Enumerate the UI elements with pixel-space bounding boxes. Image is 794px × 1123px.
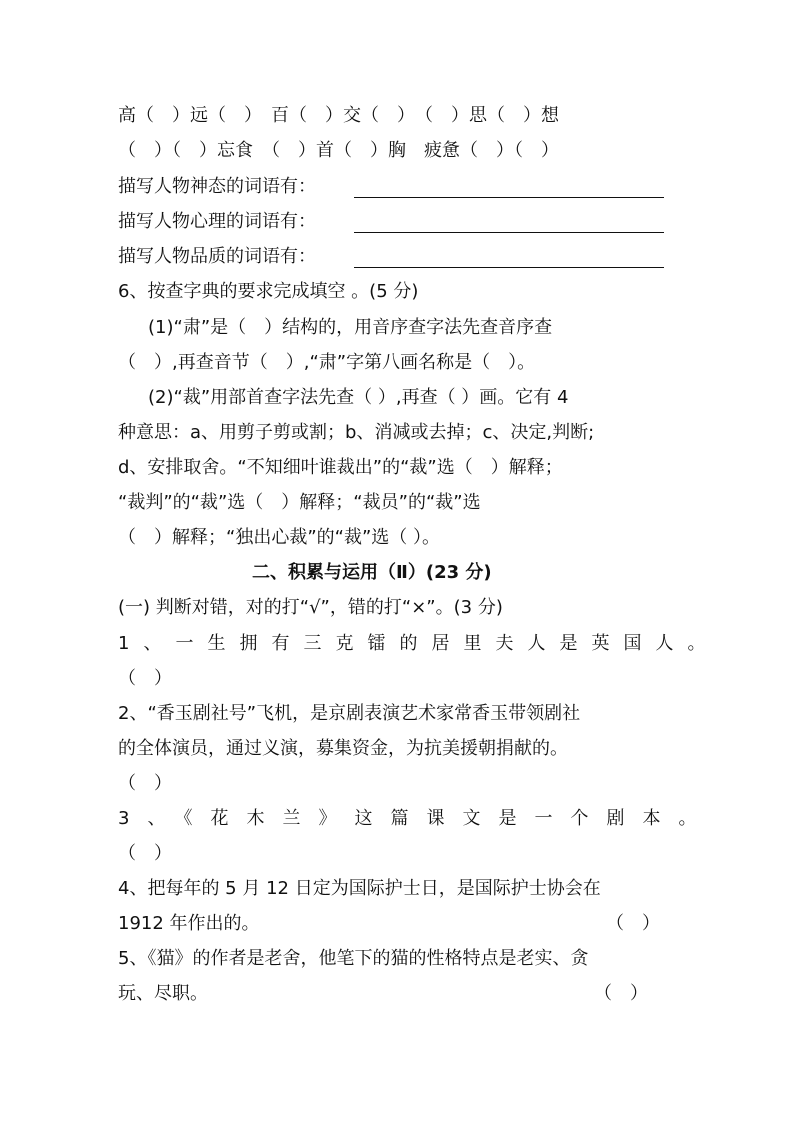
tf-item-4-line-2: 1912 年作出的。 (118, 913, 260, 934)
true-false-instructions: (一) 判断对错，对的打“√”，错的打“×”。(3 分) (118, 597, 503, 618)
question-6-part-2-line-3: d、安排取舍。“不知细叶谁裁出”的“裁”选（ ）解释； (118, 457, 563, 478)
tf-item-2-answer[interactable]: （ ） (118, 773, 172, 794)
tf-item-1-answer[interactable]: （ ） (118, 668, 172, 689)
expression-words-label: 描写人物神态的词语有： (118, 176, 316, 197)
section-2-heading: 二、积累与运用（Ⅱ）(23 分) (252, 562, 492, 583)
character-words-label: 描写人物品质的词语有： (118, 246, 316, 267)
question-6-part-1-line-1: (1)“肃”是（ ）结构的，用音序查字法先查音序查 (148, 317, 553, 338)
tf-item-4-answer[interactable]: （ ） (606, 913, 660, 934)
tf-item-4-line-1: 4、把每年的 5 月 12 日定为国际护士日，是国际护士协会在 (118, 878, 601, 899)
tf-item-2-line-2: 的全体演员，通过义演，募集资金，为抗美援朝捐献的。 (118, 738, 568, 759)
expression-words-blank[interactable] (354, 197, 664, 198)
tf-item-3-answer[interactable]: （ ） (118, 843, 172, 864)
tf-item-3: 3、《花木兰》这篇课文是一个剧本。 (118, 808, 715, 829)
idiom-fill-row-1: 高（ ）远（ ） 百（ ）交（ ） （ ）思（ ）想 (118, 105, 559, 126)
question-6-part-2-line-1: (2)“裁”用部首查字法先查（ ）,再查（ ）画。它有 4 (148, 387, 569, 408)
character-words-blank[interactable] (354, 267, 664, 268)
psychology-words-label: 描写人物心理的词语有： (118, 211, 316, 232)
tf-item-5-line-2: 玩、尽职。 (118, 983, 208, 1004)
psychology-words-blank[interactable] (354, 232, 664, 233)
idiom-fill-row-2: （ ）（ ）忘食 （ ）首（ ）胸 疲惫（ ）（ ） (118, 140, 559, 161)
question-6-title: 6、按查字典的要求完成填空 。(5 分) (118, 281, 419, 302)
tf-item-2-line-1: 2、“香玉剧社号”飞机，是京剧表演艺术家常香玉带领剧社 (118, 703, 581, 724)
question-6-part-2-line-4: “裁判”的“裁”选（ ）解释；“裁员”的“裁”选 (118, 492, 481, 513)
question-6-part-2-line-2: 种意思：a、用剪子剪或割；b、消减或去掉；c、决定,判断; (118, 422, 595, 443)
question-6-part-2-line-5: （ ）解释；“独出心裁”的“裁”选（ ）。 (118, 527, 441, 548)
tf-item-5-line-1: 5、《猫》的作者是老舍，他笔下的猫的性格特点是老实、贪 (118, 948, 589, 969)
tf-item-5-answer[interactable]: （ ） (594, 983, 648, 1004)
tf-item-1: 1、一生拥有三克镭的居里夫人是英国人。 (118, 633, 720, 654)
question-6-part-1-line-2: （ ）,再查音节（ ）,“肃”字第八画名称是（ ）。 (118, 352, 536, 373)
